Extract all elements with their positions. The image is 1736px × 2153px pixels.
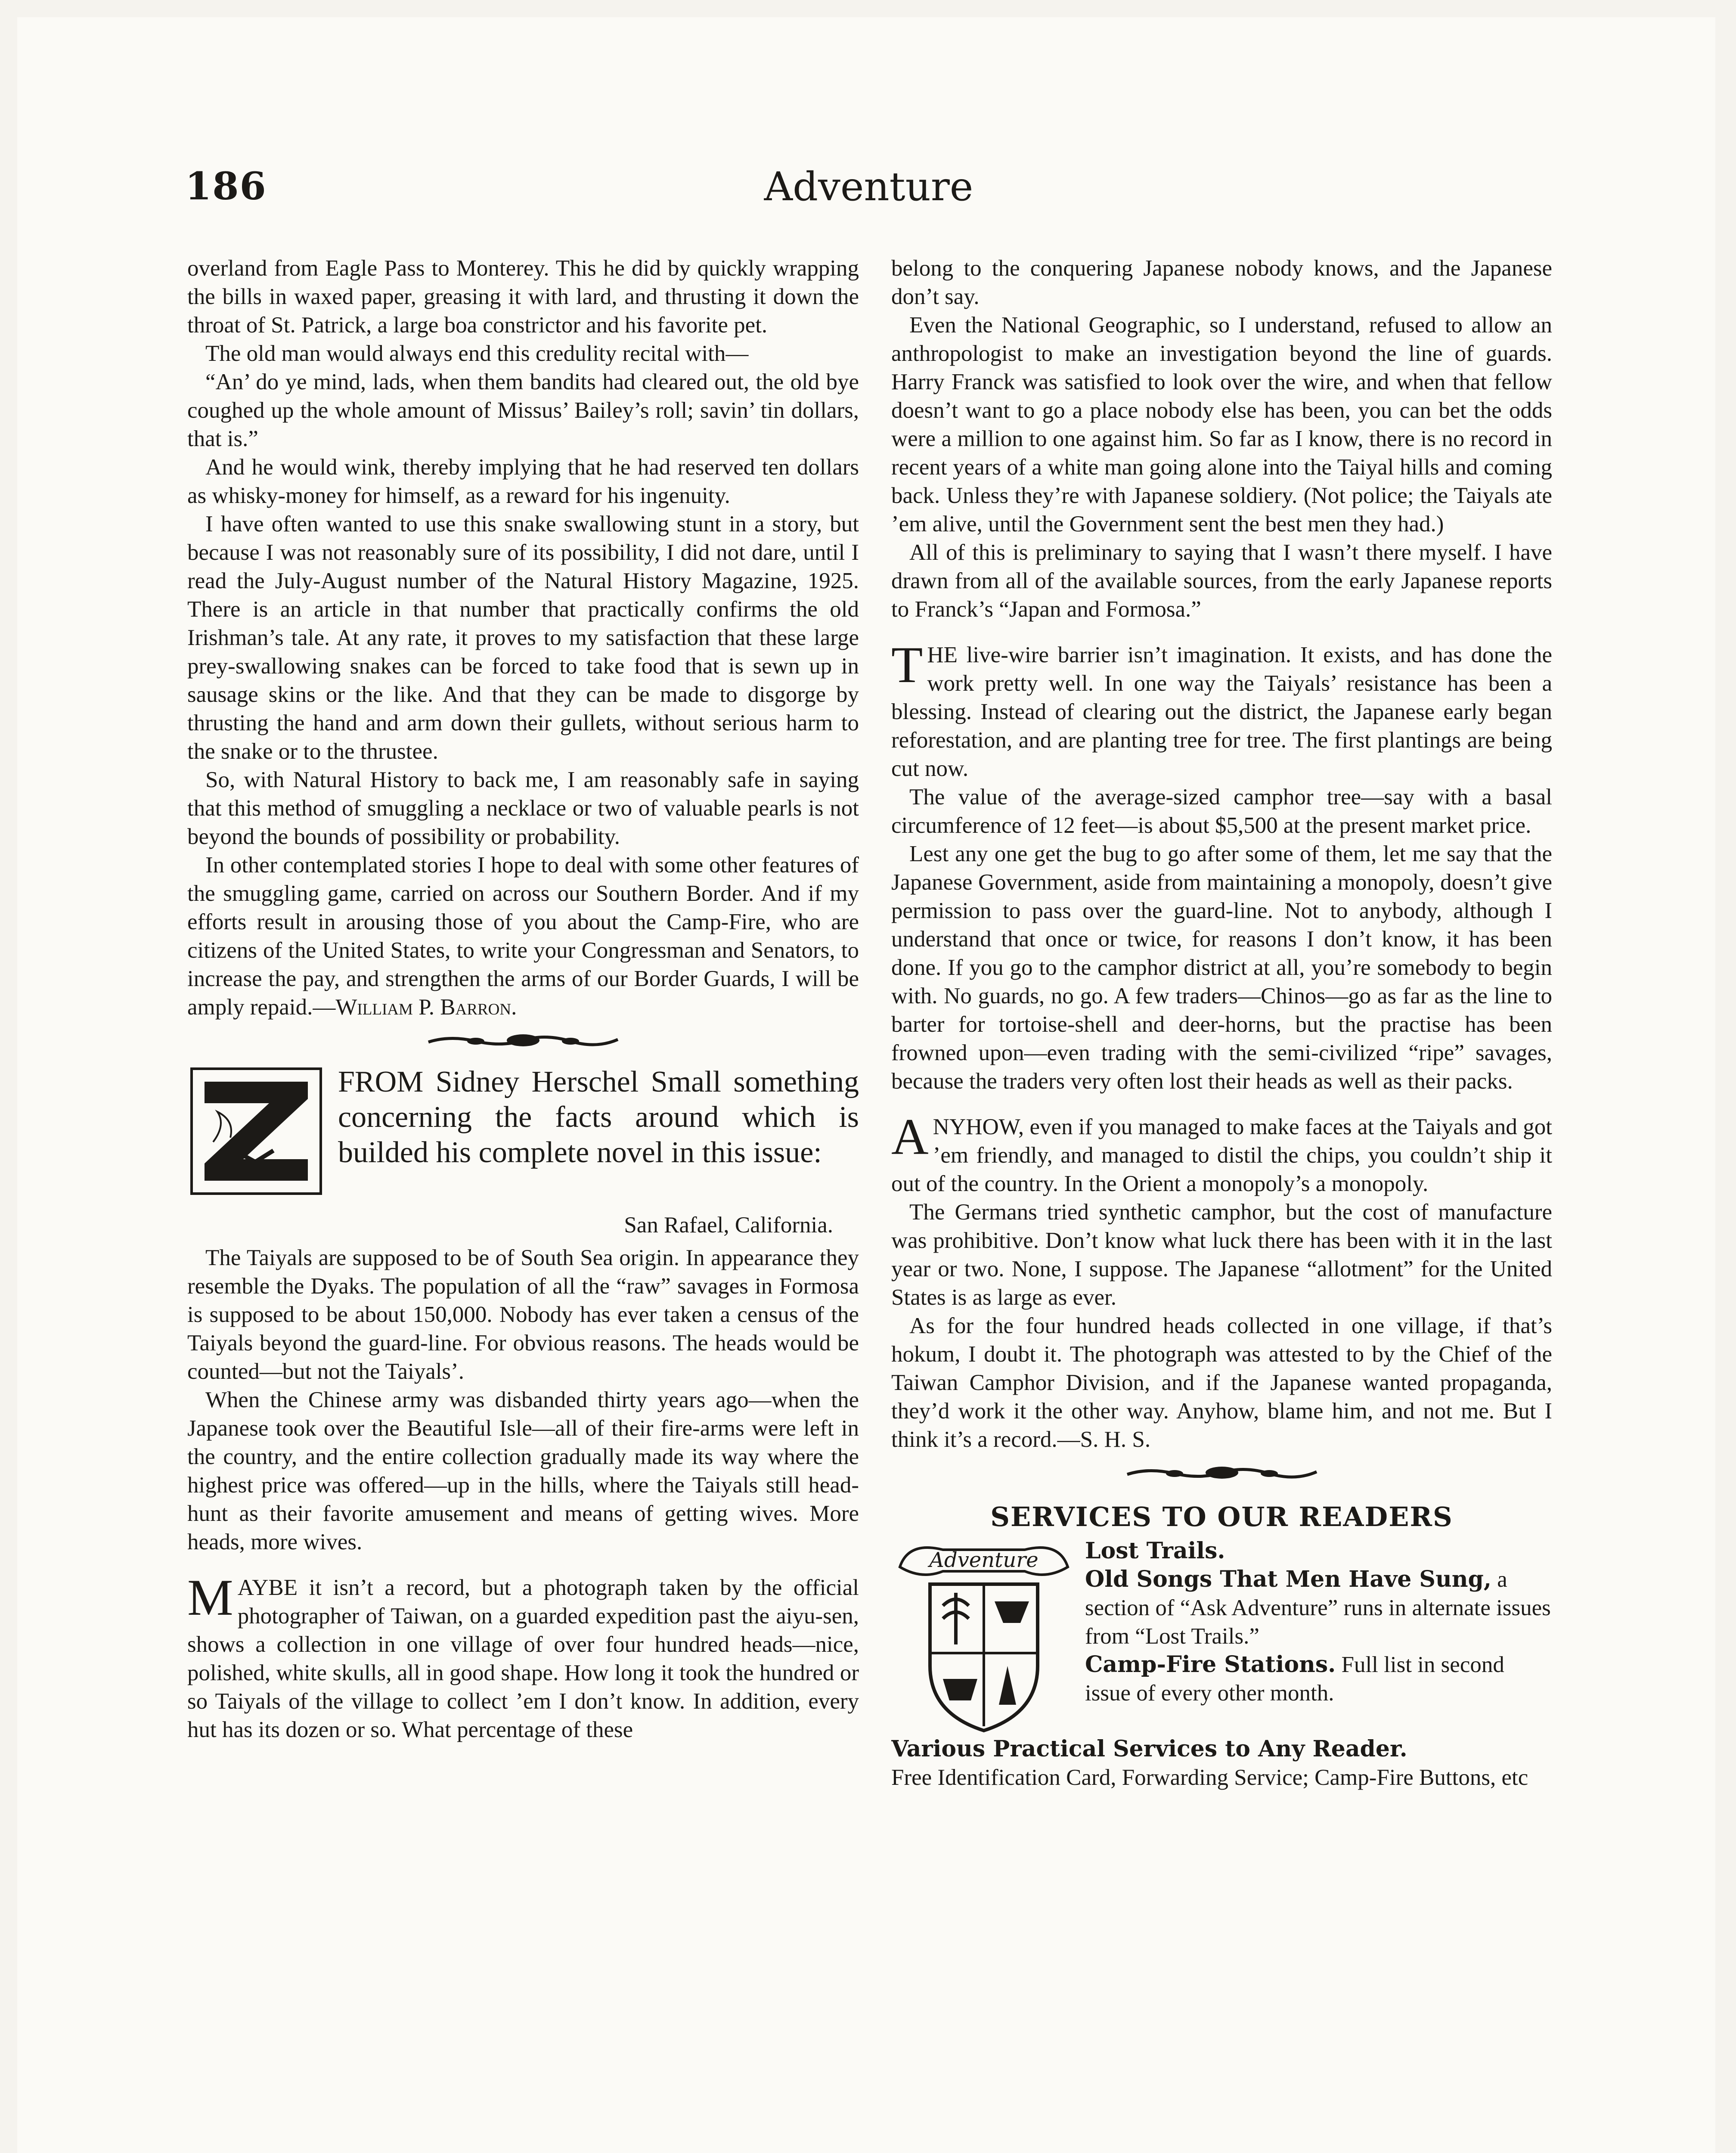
services-block [891,1537,1552,1792]
paragraph: When the Chinese army was disbanded thirty years ago—when the Japanese took over the Beautiful Isle—all of their fire-arms were left in the country, and the entire collection gradually made its way where the highest price was offered—up in the hills, where the Taiyals still head-hunt as their favorite amusement and means of getting wives. More heads, more wives. [187,1387,859,1554]
paragraph: “An’ do ye mind, lads, when them bandits had cleared out, the old bye coughed up the whole amount of Missus’ Bailey’s roll; savin’ tin dollars, that is.” [187,369,859,451]
paragraph: So, with Natural History to back me, I am reasonably safe in saying that this method of smuggling a necklace or two of valuable pearls is not beyond the bounds of possibility or probability. [187,767,859,849]
magazine-title: Adventure [764,164,973,210]
paragraph-dropcap [891,636,1552,783]
paragraph: Lest any one get the bug to go after some of them, let me say that the Japanese Government, aside from maintaining a monopoly, doesn’t give permission to pass over the guard-line. Not to anybody, although I understand that once or twice, for reasons I don’t know, it has been done. If you go to the camphor district at all, you’re somebody to begin with. No guards, no go. A few traders—Chinos—go as far as the line to barter for tortoise-shell and deer-horns, but the practise has been frowned upon—even trading with the semi-civilized “ripe” savages, because the traders very often lost their heads as well as their packs. [891,841,1552,1094]
paragraph: belong to the conquering Japanese nobody knows, and the Japanese don’t say. [891,256,1552,309]
paragraph-text: In other contemplated stories I hope to deal with some other features of the smuggling game, carried on across our Southern Border. And if my efforts result in arousing those of you about the Camp-Fire, who are citizens of the United States, to write your Congressman and Senators, to increase the pay, and strengthen the arms of our Border Guards, I will be amply repaid.— [187,853,859,1020]
paragraph-signed [187,851,859,1021]
paragraph-text: NYHOW, even if you managed to make faces at the Taiyals and got ’em friendly, and managed to distil the chips, you couldn’t ship it out of the country. In the Orient a monopoly’s a monopoly. [891,1114,1552,1196]
service-title: Camp-Fire Stations. [1085,1651,1336,1678]
right-column [891,254,1552,2153]
paragraph: All of this is preliminary to saying that I wasn’t there myself. I have drawn from all of the available sources, from the early Japanese reports to Franck’s “Japan and Formosa.” [891,540,1552,622]
ornament-divider [891,1454,1552,1492]
service-various-desc: Free Identification Card, Forwarding Service; Camp-Fire Buttons, etc [891,1765,1528,1790]
paragraph-text: HE live-wire barrier isn’t imagination. It exists, and has done the work pretty well. In one way the Taiyals’ resistance has been a blessing. Instead of clearing out the district, the Japanese early began reforestation, and are planting tree for tree. The first plantings are being cut now. [891,642,1552,781]
paragraph: And he would wink, thereby implying that he had reserved ten dollars as whisky-money for himself, as a reward for his ingenuity. [187,455,859,508]
section-gap [187,1556,859,1573]
intro-block [187,1064,859,1202]
author-signature: William P. Barron. [335,995,517,1020]
section-gap [891,1095,1552,1113]
ornament-divider [187,1021,859,1060]
paragraph: Even the National Geographic, so I understand, refused to allow an anthropologist to make an investigation beyond the line of guards. Harry Franck was satisfied to look over the wire, and when that fellow doesn’t want to go a place nobody else has been, you can bet the odds were a million to one against him. So far as I know, there is no record in recent years of a white man going alone into the Taiyal hills and coming back. Unless they’re with Japanese soldiery. (Not police; the Taiyals ate ’em alive, until the Government sent the best men they had.) [891,313,1552,537]
dateline: San Rafael, California. [624,1213,833,1238]
paragraph-text: AYBE it isn’t a record, but a photograph taken by the official photographer of Taiwan, on a guarded expedition past the aiyu-sen, shows a collection in one village of over four hundred heads—nice, polished, white skulls, all in good shape. How long it took the hundred or so Taiyals of the village to collect ’em I don’t know. In addition, every hut has its dozen or so. What percentage of these [187,1575,859,1742]
drop-cap: A [891,1108,929,1165]
intro-text: FROM Sidney Herschel Small something concerning the facts around which is builded his complete novel in this issue: [338,1065,859,1169]
service-desc: Full list in second issue of every other month. [1085,1652,1504,1706]
services-heading: SERVICES TO OUR READERS [990,1501,1453,1533]
paragraph: The Germans tried synthetic camphor, but the cost of manufacture was prohibitive. Don’t know what luck there has been with it in the last year or two. None, I suppose. The Japanese “allotment” for the United States is as large as ever. [891,1200,1552,1310]
adventure-shield-emblem [891,1537,1076,1735]
service-title: Old Songs That Men Have Sung, [1085,1566,1492,1592]
paragraph: overland from Eagle Pass to Monterey. This he did by quickly wrapping the bills in waxed paper, greasing it with lard, and thrusting it down the throat of St. Patrick, a large boa constrictor and his favorite pet. [187,256,859,338]
service-lost-trails: Lost Trails. [1085,1538,1225,1564]
paragraph-dropcap [187,1569,859,1744]
paragraph: The value of the average-sized camphor tree—say with a basal circumference of 12 feet—is about $5,500 at the present market price. [891,785,1552,838]
left-column [187,254,859,2153]
page-header [185,164,1552,224]
paragraph: The Taiyals are supposed to be of South Sea origin. In appearance they resemble the Dyaks. The population of all the “raw” savages in Formosa is supposed to be about 150,000. Nobody has ever taken a census of the Taiyals beyond the guard-line. For obvious reasons. The heads would be counted—but not the Taiyals’. [187,1245,859,1384]
page-number: 186 [185,164,267,208]
emblem-text: Adventure [929,1548,1038,1572]
paragraph: The old man would always end this credulity recital with— [205,341,749,366]
paragraph-dropcap [891,1108,1552,1198]
drop-cap: T [891,636,923,693]
paragraph: I have often wanted to use this snake swallowing stunt in a story, but because I was not reasonably sure of its possibility, I did not dare, until I read the July-August number of the Natural History Magazine, 1925. There is an article in that number that practically confirms the old Irishman’s tale. At any rate, it proves to my satisfaction that these large prey-swallowing snakes can be forced to take food that is sewn up in sausage skins or the like. And that they can be made to disgorge by thrusting the hand and arm down their gullets, without serious harm to the snake or to the thrustee. [187,512,859,764]
section-gap [891,624,1552,641]
paragraph: As for the four hundred heads collected in one village, if that’s hokum, I doubt it. The photograph was attested to by the Chief of the Taiwan Camphor Division, and if the Japanese wanted propaganda, they’d work it the other way. Anyhow, blame him, and not me. But I think it’s a record.—S. H. S. [891,1313,1552,1452]
service-desc: a section of “Ask Adventure” runs in alternate issues from “Lost Trails.” [1085,1567,1551,1649]
service-various-title: Various Practical Services to Any Reader. [891,1736,1407,1762]
drop-cap: M [187,1569,233,1626]
campfire-initial-icon [187,1064,329,1202]
